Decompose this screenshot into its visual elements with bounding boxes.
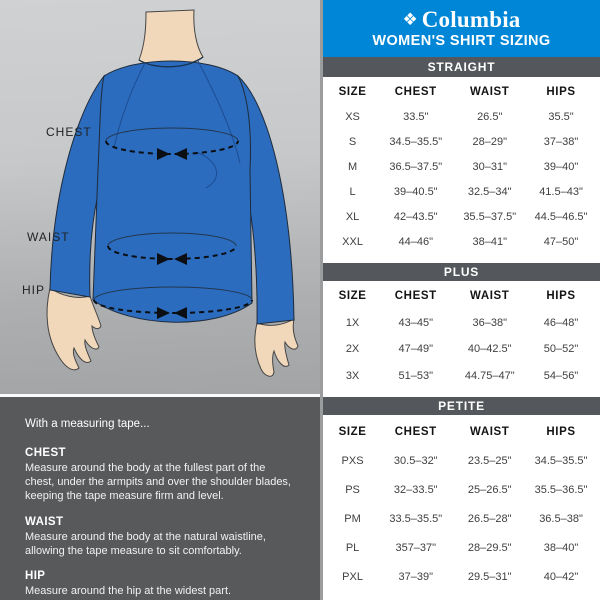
cell-hips: 36.5–38"	[539, 513, 583, 526]
cell-chest: 44–46"	[398, 236, 434, 249]
instruction-heading-waist: WAIST	[25, 515, 64, 528]
cell-waist: 35.5–37.5"	[463, 211, 517, 224]
table-row	[327, 446, 596, 475]
instructions-intro: With a measuring tape...	[25, 418, 150, 430]
cell-hips: 35.5"	[548, 110, 574, 123]
table-row	[327, 205, 596, 230]
cell-waist: 26.5"	[477, 110, 503, 123]
instruction-text-chest: Measure around the body at the fullest part of the chest, under the armpits and over the shoulder blades, keeping the tape measure firm and level.	[25, 461, 291, 503]
cell-size: PS	[345, 483, 360, 496]
cell-size: PL	[345, 542, 360, 555]
cell-waist: 38–41"	[472, 236, 507, 249]
cell-hips: 35.5–36.5"	[534, 483, 588, 496]
figure-neck	[139, 10, 203, 66]
cell-size: S	[348, 135, 357, 148]
cell-size: 3X	[345, 369, 360, 382]
measurement-label-chest: CHEST	[46, 125, 92, 139]
cell-size: PXS	[341, 454, 364, 467]
brand-header	[323, 0, 600, 57]
column-header-hips: HIPS	[546, 425, 576, 438]
cell-chest: 34.5–35.5"	[389, 135, 443, 148]
instruction-text-hip: Measure around the hip at the widest part.	[25, 585, 232, 598]
figure-right-hand	[255, 319, 298, 376]
cell-chest: 39–40.5"	[393, 186, 438, 199]
table-header-row	[327, 283, 596, 310]
table-row	[327, 534, 596, 563]
cell-hips: 37–38"	[543, 135, 579, 148]
cell-size: XXL	[342, 236, 363, 249]
size-table-petite	[323, 415, 600, 600]
size-table-straight	[323, 77, 600, 263]
cell-waist: 40–42.5"	[467, 343, 512, 356]
cell-size: L	[349, 186, 356, 199]
table-row	[327, 363, 596, 390]
table-row	[327, 475, 596, 504]
table-row	[327, 563, 596, 592]
cell-chest: 36.5–37.5"	[389, 160, 443, 173]
table-row	[327, 180, 596, 205]
cell-size: PM	[344, 513, 361, 526]
table-header-row	[327, 417, 596, 446]
cell-chest: 33.5"	[403, 110, 429, 123]
cell-size: XS	[345, 110, 360, 123]
column-header-waist: WAIST	[470, 290, 510, 303]
cell-chest: 47–49"	[398, 343, 434, 356]
instructions-panel	[0, 394, 320, 600]
cell-size: 2X	[345, 343, 360, 356]
column-header-size: SIZE	[338, 425, 367, 438]
table-row	[327, 154, 596, 179]
cell-hips: 54–56"	[543, 369, 579, 382]
column-header-size: SIZE	[338, 290, 367, 303]
table-row	[327, 310, 596, 337]
cell-chest: 42–43.5"	[393, 211, 438, 224]
figure-illustration	[0, 0, 320, 394]
cell-hips: 40–42"	[543, 571, 579, 584]
cell-chest: 51–53"	[398, 369, 434, 382]
column-header-waist: WAIST	[470, 85, 510, 98]
section-header-petite: PETITE	[323, 397, 600, 415]
right-panel	[320, 0, 600, 600]
cell-waist: 23.5–25"	[467, 454, 512, 467]
cell-chest: 32–33.5"	[393, 483, 438, 496]
cell-hips: 50–52"	[543, 343, 579, 356]
cell-hips: 39–40"	[543, 160, 579, 173]
cell-waist: 32.5–34"	[467, 186, 512, 199]
column-header-size: SIZE	[338, 85, 367, 98]
cell-waist: 28–29.5"	[467, 542, 512, 555]
column-header-chest: CHEST	[394, 85, 437, 98]
shirt-torso	[93, 61, 252, 322]
page-title: WOMEN'S SHIRT SIZING	[372, 33, 551, 49]
cell-waist: 29.5–31"	[467, 571, 512, 584]
cell-size: PXL	[342, 571, 363, 584]
cell-chest: 43–45"	[398, 316, 434, 329]
table-row	[327, 230, 596, 255]
column-header-hips: HIPS	[546, 290, 576, 303]
cell-chest: 30.5–32"	[393, 454, 438, 467]
shirt-figure-svg	[0, 0, 320, 394]
columbia-gem-icon: ❖	[402, 10, 418, 29]
instruction-heading-chest: CHEST	[25, 446, 66, 459]
size-table-plus	[323, 281, 600, 397]
cell-size: XL	[345, 211, 360, 224]
column-header-chest: CHEST	[394, 290, 437, 303]
instruction-text-waist: Measure around the body at the natural waistline, allowing the tape measure to sit comfortably.	[25, 530, 266, 557]
cell-waist: 25–26.5"	[467, 483, 512, 496]
cell-size: M	[347, 160, 358, 173]
column-header-waist: WAIST	[470, 425, 510, 438]
columbia-logo	[403, 8, 521, 31]
table-row	[327, 129, 596, 154]
table-row	[327, 504, 596, 533]
table-row	[327, 336, 596, 363]
cell-hips: 38–40"	[543, 542, 579, 555]
table-header-row	[327, 79, 596, 104]
table-row	[327, 104, 596, 129]
cell-hips: 46–48"	[543, 316, 579, 329]
cell-chest: 37–39"	[398, 571, 434, 584]
section-header-straight: STRAIGHT	[323, 57, 600, 77]
column-header-hips: HIPS	[546, 85, 576, 98]
cell-hips: 34.5–35.5"	[534, 454, 588, 467]
measurement-label-hip: HIP	[22, 283, 46, 297]
section-header-plus: PLUS	[323, 263, 600, 281]
measurement-label-waist: WAIST	[27, 230, 70, 244]
column-header-chest: CHEST	[394, 425, 437, 438]
cell-chest: 33.5–35.5"	[389, 513, 443, 526]
cell-chest: 357–37"	[395, 542, 437, 555]
instruction-heading-hip: HIP	[25, 570, 46, 583]
cell-waist: 44.75–47"	[464, 369, 515, 382]
columbia-logo-text: Columbia	[421, 7, 521, 32]
cell-hips: 47–50"	[543, 236, 579, 249]
cell-waist: 28–29"	[472, 135, 507, 148]
cell-size: 1X	[345, 316, 360, 329]
cell-waist: 36–38"	[472, 316, 507, 329]
cell-hips: 41.5–43"	[539, 186, 583, 199]
cell-waist: 26.5–28"	[467, 513, 512, 526]
cell-waist: 30–31"	[472, 160, 507, 173]
cell-hips: 44.5–46.5"	[534, 211, 588, 224]
